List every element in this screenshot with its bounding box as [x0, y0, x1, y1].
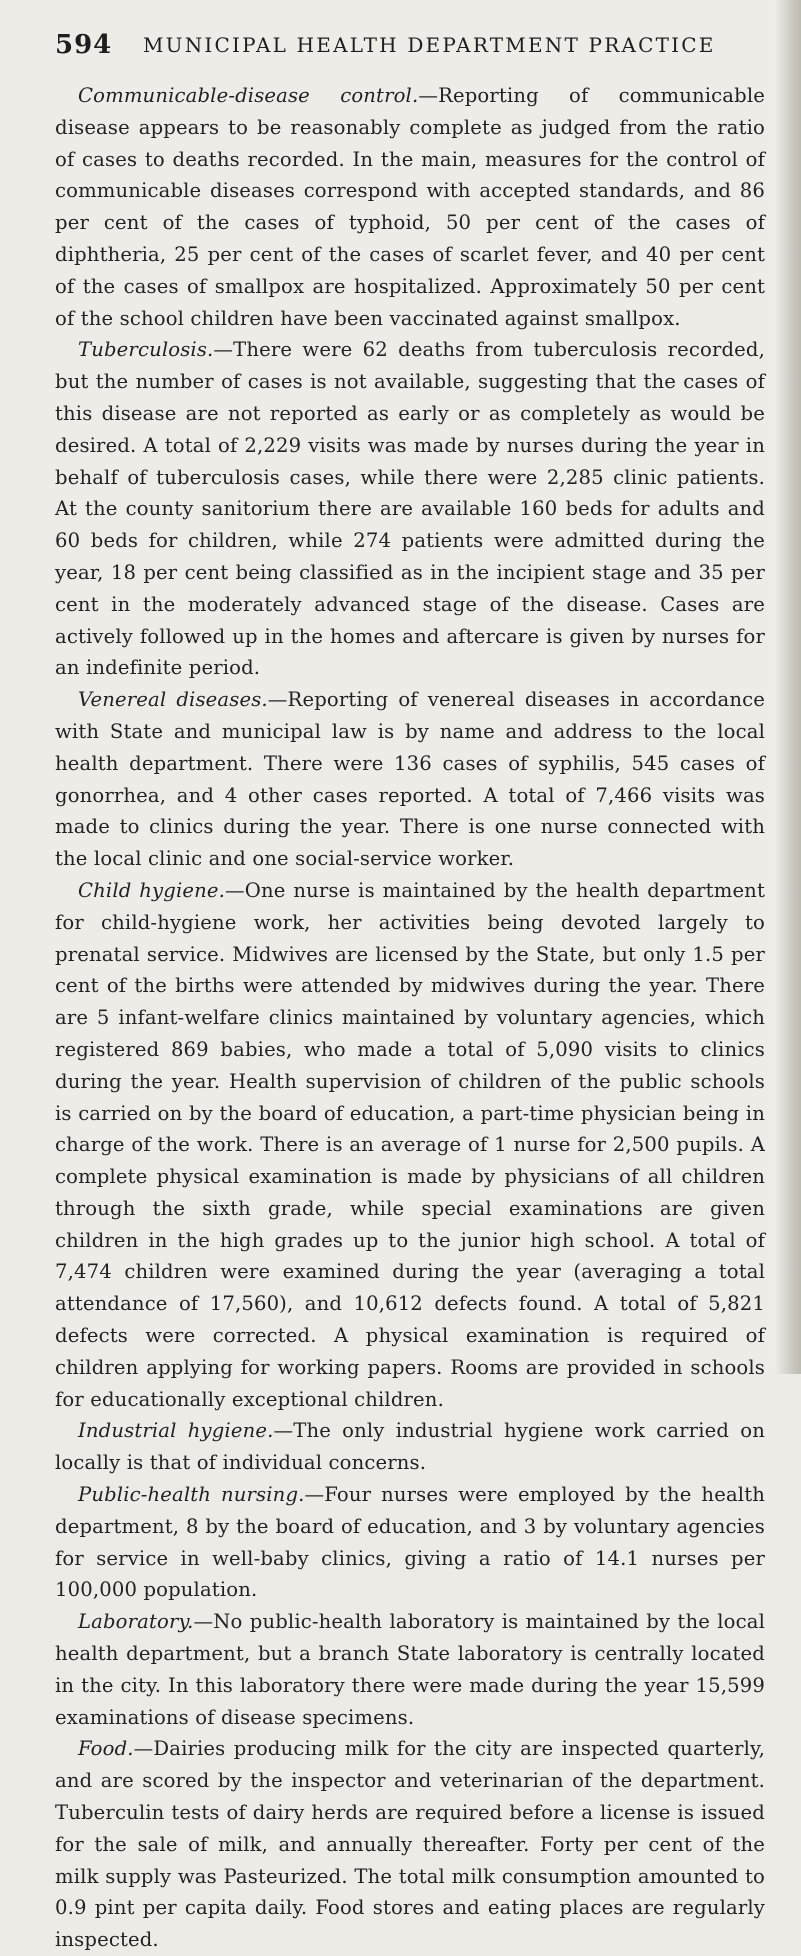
paragraph-lead: Food.	[78, 1737, 134, 1761]
paragraph-text: —Four nurses were employed by the health department, 8 by the board of education, and 3 by voluntary agencies for service in well-baby clinics, giving a ratio of 14.1 nurses per 100,000 population.	[55, 1483, 765, 1602]
paragraph-lead: Child hygiene.	[78, 878, 226, 902]
paragraph-text: —Reporting of venereal diseases in accordance with State and municipal law is by name and address to the local health department. There were 136 cases of syphilis, 545 cases of gonorrhea, and 4 other cases reported. A total of 7,466 visits was made to clinics during the year. There is one nurse connected with the local clinic and one social-service worker.	[55, 688, 765, 871]
paragraph-text: —The only industrial hygiene work carried on locally is that of individual concerns.	[55, 1419, 765, 1475]
paragraph-lead: Laboratory.	[78, 1610, 194, 1634]
paragraph-lead: Industrial hygiene.	[78, 1419, 274, 1443]
paragraph-venereal-diseases	[55, 684, 765, 875]
page-number: 594	[55, 30, 113, 60]
paragraph-public-health-nursing	[55, 1479, 765, 1606]
paragraph-food	[55, 1733, 765, 1956]
running-head: MUNICIPAL HEALTH DEPARTMENT PRACTICE	[143, 33, 716, 57]
paragraph-lead: Public-health nursing.	[78, 1483, 305, 1507]
paragraph-lead: Tuberculosis.	[78, 338, 214, 362]
paragraph-lead: Venereal diseases.	[78, 688, 268, 712]
paragraph-industrial-hygiene	[55, 1415, 765, 1479]
paragraph-tuberculosis	[55, 334, 765, 684]
page-header	[55, 30, 760, 68]
paragraph-lead: Communicable-disease control.	[78, 84, 419, 107]
paragraph-text: —There were 62 deaths from tuberculosis recorded, but the number of cases is not available, suggesting that the cases of this disease are not reported as early or as completely as would be desired. A total of 2,229 visits was made by nurses during the year in behalf of tuberculosis cases, while there were 2,285 clinic patients. At the county sanitorium there are available 160 beds for adults and 60 beds for children, while 274 patients were admitted during the year, 18 per cent being classified as in the incipient stage and 35 per cent in the moderately advanced stage of the disease. Cases are actively followed up in the homes and aftercare is given by nurses for an indefinite period.	[55, 338, 765, 680]
body-text	[55, 80, 765, 1956]
paragraph-text: —Dairies producing milk for the city are inspected quarterly, and are scored by the inspector and veterinarian of the department. Tuberculin tests of dairy herds are required before a license is issued for the sale of milk, and annually thereafter. Forty per cent of the milk supply was Pasteurized. The total milk consumption amounted to 0.9 pint per capita daily. Food stores and eating places are regularly inspected.	[55, 1737, 765, 1952]
paragraph-text: —Reporting of communicable disease appears to be reasonably complete as judged from the ratio of cases to deaths recorded. In the main, measures for the control of communicable diseases correspond with accepted standards, and 86 per cent of the cases of typhoid, 50 per cent of the cases of diphtheria, 25 per cent of the cases of scarlet fever, and 40 per cent of the cases of smallpox are hospitalized. Approximately 50 per cent of the school children have been vaccinated against smallpox.	[55, 84, 765, 330]
paragraph-text: —One nurse is maintained by the health department for child-hygiene work, her activities being devoted largely to prenatal service. Midwives are licensed by the State, but only 1.5 per cent of the births were attended by midwives during the year. There are 5 infant-welfare clinics maintained by voluntary agencies, which registered 869 babies, who made a total of 5,090 visits to clinics during the year. Health supervision of children of the public schools is carried on by the board of education, a part-time physician being in charge of the work. There is an average of 1 nurse for 2,500 pupils. A complete physical examination is made by physicians of all children through the sixth grade, while special examinations are given children in the high grades up to the junior high school. A total of 7,474 children were examined during the year (averaging a total attendance of 17,560), and 10,612 defects found. A total of 5,821 defects were corrected. A physical examination is required of children applying for working papers. Rooms are provided in schools for educationally exceptional children.	[55, 878, 765, 1411]
paragraph-laboratory	[55, 1606, 765, 1733]
paragraph-child-hygiene	[55, 875, 765, 1416]
page-edge-shadow	[775, 0, 801, 1374]
paragraph-communicable-disease	[55, 80, 765, 334]
paragraph-text: —No public-health laboratory is maintained by the local health department, but a branch State laboratory is centrally located in the city. In this laboratory there were made during the year 15,599 examinations of disease specimens.	[55, 1610, 765, 1729]
